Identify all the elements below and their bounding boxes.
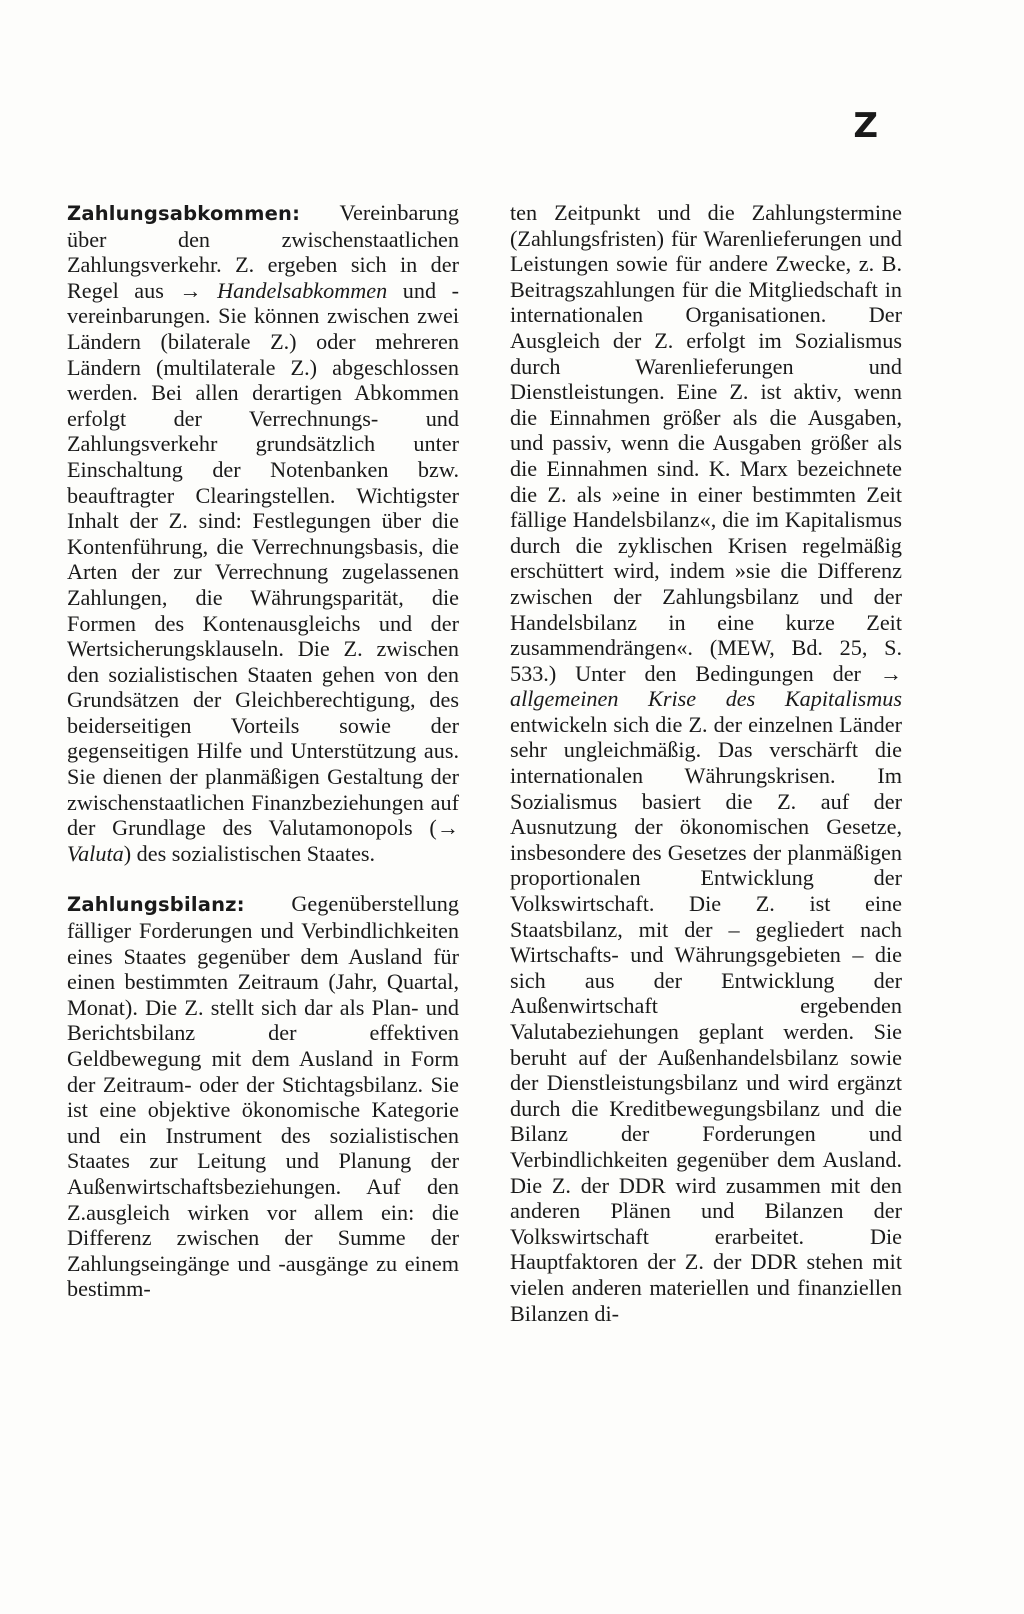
cross-reference: → Valuta: [67, 815, 459, 866]
cross-reference: → Handelsabkommen: [179, 277, 388, 303]
headword: Zahlungsabkommen:: [67, 202, 301, 225]
cross-reference: → allgemeinen Krise des Kapitalismus: [510, 660, 902, 712]
entry-text: ) des sozialistischen Staates.: [123, 840, 376, 866]
entry-text: entwickeln sich die Z. der einzelnen Länder sehr ungleichmäßig. Das verschärft die internationalen Währungskrisen. Im Sozialismus basiert die Z. auf der Ausnutzung der ökonomischen Gesetze, insbesondere des Gesetzes der planmäßigen proportionalen Entwicklung der Volkswirtschaft. Die Z. ist eine Staatsbilanz, mit der – gegliedert nach Wirtschafts- und Währungsgebieten – die sich aus der Entwicklung der Außenwirtschaft ergebenden Valutabeziehungen geplant werden. Sie beruht auf der Außenhandelsbilanz sowie der Dienstleistungsbilanz und wird ergänzt durch die Kreditbewegungsbilanz und die Bilanz der Forderungen und Verbindlichkeiten gegenüber dem Ausland. Die Z. der DDR wird zusammen mit den anderen Plänen und Bilanzen der Volkswirtschaft erarbeitet. Die Hauptfaktoren der Z. der DDR stehen mit vielen anderen materiellen und finanziellen Bilanzen di-: [510, 711, 902, 1326]
entry-zahlungsbilanz-continued: [510, 200, 902, 1326]
entry-zahlungsbilanz: [67, 891, 459, 1302]
entry-text: Gegenüberstellung fälliger Forderungen und Verbindlichkeiten eines Staates gegenüber dem Ausland für einen bestimmten Zeitraum (Jahr, Quartal, Monat). Die Z. stellt sich dar als Plan- und Berichtsbilanz der effektiven Geldbewegung mit dem Ausland in Form der Zeitraum- oder der Stichtagsbilanz. Sie ist eine objektive ökonomische Kategorie und ein Instrument des sozialistischen Staates zur Leitung und Planung der Außenwirtschaftsbeziehungen. Auf den Z.ausgleich wirken vor allem ein: die Differenz zwischen der Summe der Zahlungseingänge und -ausgänge zu einem bestimm-: [67, 891, 459, 1302]
entry-text: und -vereinbarungen. Sie können zwischen zwei Ländern (bilaterale Z.) oder mehreren Ländern (multilaterale Z.) abgeschlossen werden. Bei allen derartigen Abkommen erfolgt der Verrechnungs- und Zahlungsverkehr grundsätzlich unter Einschaltung der Notenbanken bzw. beauftragter Clearingstellen. Wichtigster Inhalt der Z. sind: Festlegungen über die Kontenführung, die Verrechnungsbasis, die Arten der zur Verrechnung zugelassenen Zahlungen, die Währungsparität, die Formen des Kontenausgleichs und der Wertsicherungsklauseln. Die Z. zwischen den sozialistischen Staaten gehen von den Grundsätzen der Gleichberechtigung, des beiderseitigen Vorteils sowie der gegenseitigen Hilfe und Unterstützung aus. Sie dienen der planmäßigen Gestaltung der zwischenstaatlichen Finanzbeziehungen auf der Grundlage des Valutamonopols (: [67, 277, 459, 841]
headword: Zahlungsbilanz:: [67, 893, 245, 917]
entry-text: Vereinbarung über den zwischenstaatlichen Zahlungsverkehr. Z. ergeben sich in der Regel aus: [67, 200, 459, 303]
entry-text: ten Zeitpunkt und die Zahlungstermine (Zahlungsfristen) für Warenlieferungen und Leistungen sowie für andere Zwecke, z. B. Beitragszahlungen für die Mitgliedschaft in internationalen Organisationen. Der Ausgleich der Z. erfolgt im Sozialismus durch Warenlieferungen und Dienstleistungen. Eine Z. ist aktiv, wenn die Einnahmen größer als die Ausgaben, und passiv, wenn die Ausgaben größer als die Einnahmen sind. K. Marx bezeichnete die Z. als »eine in einer bestimmten Zeit fällige Handelsbilanz«, die im Kapitalismus durch die zyklischen Krisen regelmäßig erschüttert wird, indem »sie die Differenz zwischen der Zahlungsbilanz und der Handelsbilanz in eine kurze Zeit zusammendrängen«. (MEW, Bd. 25, S. 533.) Unter den Bedingungen der: [510, 200, 902, 686]
right-column: [510, 200, 902, 1326]
left-column: [67, 200, 459, 1326]
text-columns: [67, 200, 902, 1326]
entry-zahlungsabkommen: [67, 200, 459, 866]
page-section-letter: Z: [853, 106, 878, 146]
